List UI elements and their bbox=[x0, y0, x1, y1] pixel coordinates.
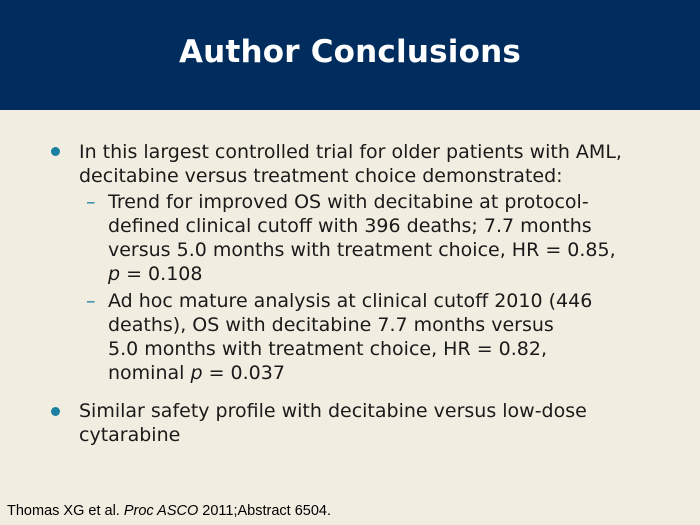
p-value: = 0.108 bbox=[120, 263, 203, 285]
bullet-1-line-2: decitabine versus treatment choice demonstrated: bbox=[79, 165, 563, 187]
citation-details: 2011;Abstract 6504. bbox=[198, 503, 332, 519]
bullet-dot-icon bbox=[51, 147, 60, 156]
sub-item-1-line-3: versus 5.0 months with treatment choice, HR = 0.85, bbox=[108, 239, 616, 261]
citation-journal: Proc ASCO bbox=[123, 503, 199, 519]
sub-item-2-line-4 bbox=[108, 361, 592, 385]
sub-item-2-text bbox=[108, 289, 592, 385]
bullet-2-text bbox=[79, 399, 587, 447]
sub-item-1-line-1: Trend for improved OS with decitabine at protocol- bbox=[108, 191, 589, 213]
sub-item-2-line-3: 5.0 months with treatment choice, HR = 0.82, bbox=[108, 338, 548, 360]
citation-authors: Thomas XG et al. bbox=[7, 503, 124, 519]
dash-icon: – bbox=[86, 191, 96, 213]
sub-item-2-line-1: Ad hoc mature analysis at clinical cutoff 2010 (446 bbox=[108, 290, 593, 312]
bullet-1-text bbox=[79, 140, 622, 188]
p-value-label: p bbox=[108, 263, 121, 285]
citation bbox=[7, 503, 331, 519]
dash-icon: – bbox=[86, 290, 96, 312]
sub-item-1-text bbox=[108, 190, 616, 286]
slide-title: Author Conclusions bbox=[178, 34, 521, 70]
p-value-label: p bbox=[190, 362, 203, 384]
p-value: = 0.037 bbox=[202, 362, 285, 384]
slide-header bbox=[0, 0, 700, 110]
bullet-1-line-1: In this largest controlled trial for older patients with AML, bbox=[79, 141, 622, 163]
bullet-dot-icon bbox=[51, 407, 60, 416]
sub-item-1-line-4 bbox=[108, 262, 616, 286]
sub-item-2-line-2: deaths), OS with decitabine 7.7 months versus bbox=[108, 314, 554, 336]
bullet-2-line-2: cytarabine bbox=[79, 424, 181, 446]
nominal-label: nominal bbox=[108, 362, 191, 384]
bullet-2-line-1: Similar safety profile with decitabine versus low-dose bbox=[79, 400, 587, 422]
sub-item-1-line-2: defined clinical cutoff with 396 deaths; 7.7 months bbox=[108, 215, 592, 237]
